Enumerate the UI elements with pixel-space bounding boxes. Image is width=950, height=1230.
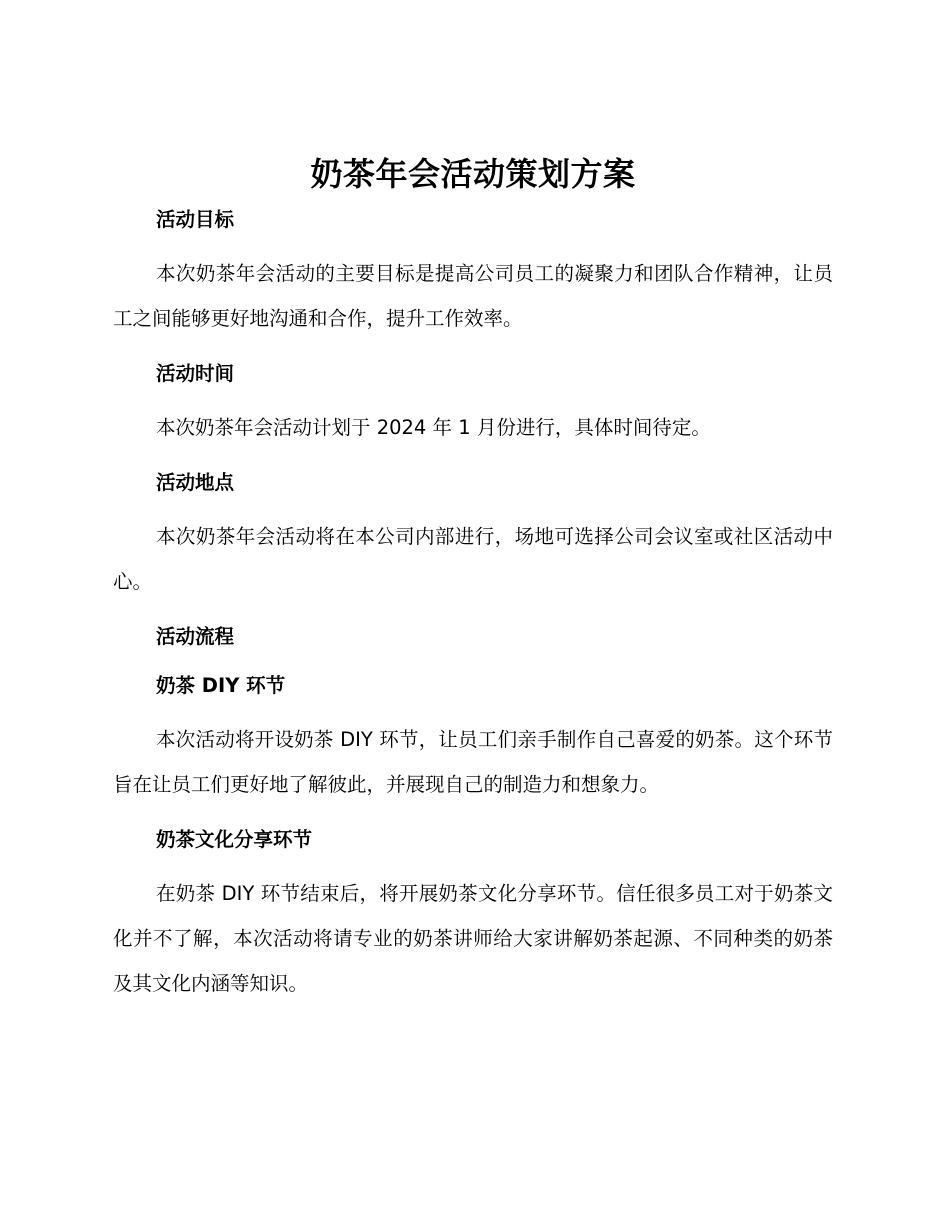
section-heading-time: 活动时间: [156, 362, 235, 385]
document-title: 奶茶年会活动策划方案: [310, 155, 636, 193]
section-body-location: 本次奶茶年会活动将在本公司内部进行，场地可选择公司会议室或社区活动中心。: [113, 525, 833, 593]
section-body-culture: 在奶茶 DIY 环节结束后，将开展奶茶文化分享环节。信任很多员工对于奶茶文化并不了解，本次活动将请专业的奶茶讲师给大家讲解奶茶起源、不同种类的奶茶及其文化内涵等知识。: [113, 882, 833, 995]
section-heading-culture: 奶茶文化分享环节: [156, 828, 313, 851]
section-body-diy: 本次活动将开设奶茶 DIY 环节，让员工们亲手制作自己喜爱的奶茶。这个环节旨在让员工们更好地了解彼此，并展现自己的制造力和想象力。: [113, 728, 833, 796]
section-heading-process: 活动流程: [156, 625, 235, 648]
document-page: [113, 148, 833, 1006]
section-heading-goal: 活动目标: [156, 208, 235, 231]
section-body-time: 本次奶茶年会活动计划于 2024 年 1 月份进行，具体时间待定。: [156, 416, 711, 439]
section-heading-diy: 奶茶 DIY 环节: [156, 674, 286, 697]
section-body-goal: 本次奶茶年会活动的主要目标是提高公司员工的凝聚力和团队合作精神，让员工之间能够更好地沟通和合作，提升工作效率。: [113, 262, 833, 330]
section-heading-location: 活动地点: [156, 471, 235, 494]
